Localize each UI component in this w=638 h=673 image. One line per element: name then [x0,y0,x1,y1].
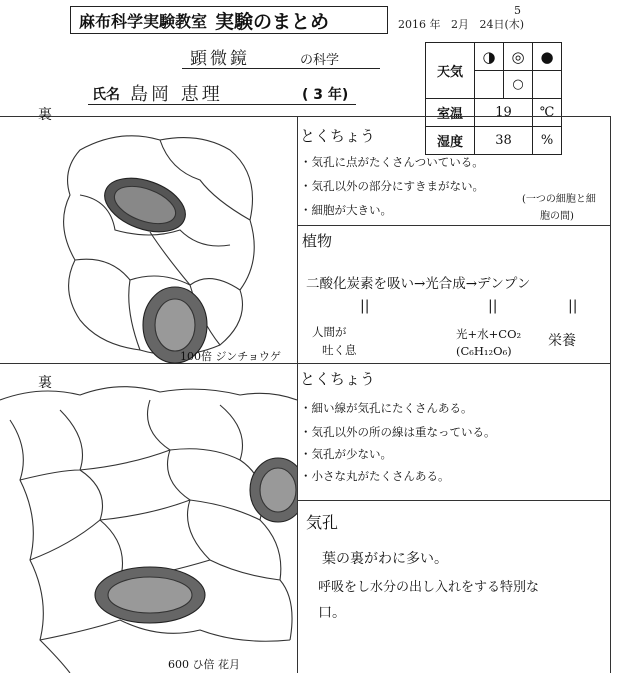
subject-handwritten: 顕微鏡 [190,49,250,69]
header-school-name: 麻布科学実験教室 [79,11,208,31]
date-correction: 5 [514,4,521,17]
section2-formula: 二酸化炭素を吸い→光合成→デンプン [306,276,531,292]
section2-below-nutrition: 栄養 [548,333,576,349]
section2-below-human: 人間が [312,325,347,339]
section2-below-formula: (C₆H₁₂O₆) [456,344,512,358]
sketch-bottom-caption: 600 ひ倍 花月 [168,658,240,671]
divider-right-2 [297,500,610,501]
section3-item: ・気孔が少ない。 [300,447,392,461]
weather-symbol-cloudy-icon: ◑ [475,43,504,71]
section1-item: ・気孔に点がたくさんついている。 [300,155,484,169]
name-label: 氏名 [92,87,120,103]
date-year: 2016 年 [398,18,441,31]
date-month: 2月 [451,18,469,31]
section2-eq-mark: || [568,298,578,314]
section2-below-light: 光+水+CO₂ [456,327,522,341]
section2-eq-mark: || [360,298,370,314]
temperature-unit: ℃ [533,99,562,127]
section3-heading: とくちょう [300,370,376,388]
section4-heading: 気孔 [306,513,339,532]
sketch-bottom-side-label: 裏 [38,375,52,391]
section4-line2: 呼吸をし水分の出し入れをする特別な [318,580,540,595]
divider-right-edge [610,116,611,673]
temperature-label: 室温 [426,99,475,127]
section2-heading: 植物 [302,232,333,250]
header-title: 実験のまとめ [215,10,330,33]
section1-side-note: 胞の間) [540,211,574,222]
section3-item: ・気孔以外の所の線は重なっている。 [300,425,496,439]
section1-heading: とくちょう [300,127,376,145]
section2-below-breath: 吐く息 [322,343,357,357]
student-grade: ( 3 年) [302,87,349,103]
weather-empty-cell [475,71,504,99]
student-name: 島岡 恵理 [130,84,223,105]
section3-item: ・小さな丸がたくさんある。 [300,469,450,483]
weather-marked-icon: ○ [504,71,533,99]
divider-right-1 [297,225,610,226]
section4-line1: 葉の裏がわに多い。 [322,551,448,567]
sketch-top-caption: 100倍 ジンチョウゲ [180,350,281,363]
section3-item: ・細い線が気孔にたくさんある。 [300,401,473,415]
weather-symbol-snow-icon: ● [533,43,562,71]
temperature-value: 19 [475,99,533,127]
weather-label: 天気 [426,43,475,99]
subject-label: の科学 [300,53,340,68]
section4-line3: 口。 [318,605,346,621]
sketch-top-side-label: 裏 [38,107,52,123]
microscope-sketch [0,0,297,673]
humidity-label: 湿度 [426,127,475,155]
section1-item: ・細胞が大きい。 [300,203,392,217]
weather-empty-cell [533,71,562,99]
humidity-value: 38 [475,127,533,155]
date-line [398,4,525,32]
section2-eq-mark: || [488,298,498,314]
divider-vertical [297,116,298,673]
date-day: 24日(木) [479,18,525,31]
weather-symbol-rain-icon: ◎ [504,43,533,71]
section1-item: ・気孔以外の部分にすきまがない。 [300,179,484,193]
section1-side-note: (一つの細胞と細 [522,194,596,205]
humidity-unit: % [533,127,562,155]
weather-table [425,42,562,155]
